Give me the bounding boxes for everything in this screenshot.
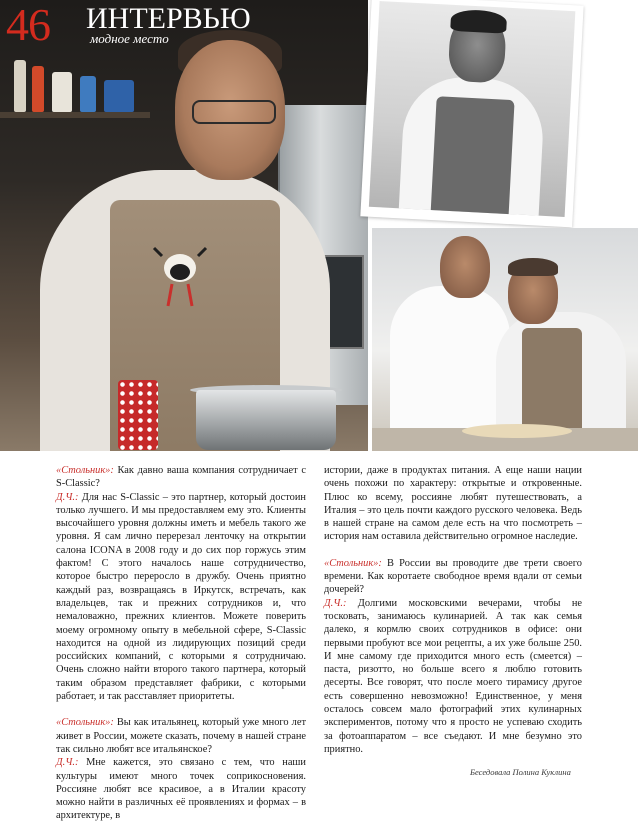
- question-3: [324, 557, 582, 597]
- bw-apron: [430, 96, 514, 217]
- kitchen-shelf: [0, 112, 150, 118]
- jar: [80, 76, 96, 112]
- page-number: 46: [6, 0, 50, 50]
- paragraph-text: В России вы проводите две трети своего времени. Как коротаете свободное время вдали от семьи дочерей?: [324, 557, 582, 596]
- chef-left-shirt: [390, 286, 510, 436]
- section-title: ИНТЕРВЬЮ: [86, 2, 251, 35]
- speaker-label: «Стольник»:: [56, 465, 114, 476]
- bw-photo: [360, 0, 583, 227]
- speaker-label: «Стольник»:: [56, 717, 114, 729]
- answer-1: [56, 491, 306, 704]
- question-2: [56, 716, 306, 756]
- right-column: [324, 464, 582, 756]
- paragraph-text: Как давно ваша компания сотрудничает с S-Classic?: [56, 465, 306, 490]
- cooking-pot: [196, 390, 336, 450]
- bw-person-hair: [450, 9, 507, 34]
- bottle: [14, 60, 26, 112]
- question-1: [56, 464, 306, 491]
- author-credit: Беседовала Полина Куклина: [470, 767, 571, 777]
- paragraph-text: Долгими московскими вечерами, чтобы не тосковать, занимаюсь кулинарией. А так как семья далеко, я кормлю своих сотрудников в офисе: они первыми пробуют все мои рецепты, а их уже больше 250. И мне самому где приходится много есть (смеется) – паста, ризотто, но больше всего я люблю готовить десерты. Все говорят, что после моего тирамису другое есть совершенно невозможно! Единственное, у меня осталось совсем мало фотографий этих кулинарных экспериментов, потому что я просто не успеваю сходить за фотоаппаратом – все съедают. И мне безумно это приятно.: [324, 597, 582, 755]
- chef-right-hair: [508, 258, 558, 276]
- answer-3: [324, 597, 582, 757]
- two-chefs-photo: [372, 228, 638, 451]
- answer-2: [56, 756, 306, 822]
- speaker-label: Д.Ч.:: [56, 491, 79, 503]
- bottle: [32, 66, 44, 112]
- chef-left-head: [440, 236, 490, 298]
- paragraph-text: истории, даже в продуктах питания. А еще наши нации очень похожи по характеру: открытые и откровенные. Плюс ко всему, россияне любят путешествовать, а Италия – это цель почти каждого русского человека. Ведь в нашей стране на самом деле есть на что посмотреть – история нам оставила действительно огромное наследие.: [324, 465, 582, 543]
- glasses: [192, 100, 276, 124]
- chef-right-apron: [522, 328, 582, 438]
- paragraph-gap: [56, 703, 306, 716]
- bw-photo-image: [369, 1, 576, 217]
- dough-plate: [462, 424, 572, 438]
- paragraph-text: Для нас S-Classic – это партнер, который достоин только лучшего. И мы предоставляем ему это. Клиенты высочайшего уровня должны иметь и мебель такого же уровня. Я сам лично перерезал ленточку на открытии салона ICONA в 2008 году и до сих пор горжусь этим фактом! С этого началось наше сотрудничество, которое быстро переросло в дружбу. Очень приятно каждый раз, возвращаясь в Иркутск, встречать, как владельцев, так и прежних сотрудников и, что немаловажно, прежних клиентов. Можете поверить моему огромному опыту в мебельной сфере, S-Classic находится на одной из лидирующих позиций среди российских компаний, с которыми я сотрудничаю. Очень сложно найти второго такого партнера, который таким образом представляет фабрики, с которыми работает, и так расставляет приоритеты.: [56, 491, 306, 703]
- main-photo: [0, 0, 368, 451]
- paragraph-text: Мне кажется, это связано с тем, что наши культуры имеют много точек соприкосновения. Россияне любят все красивое, а в Италии красоту можно найти в различных её проявлениях и формах – в архитектуре, в: [56, 757, 306, 822]
- speaker-label: Д.Ч.:: [56, 757, 79, 769]
- box: [104, 80, 134, 112]
- left-column: [56, 464, 306, 823]
- paragraph-gap: [324, 544, 582, 557]
- dotted-cup: [118, 380, 158, 450]
- jar: [52, 72, 72, 112]
- paragraph-text: Вы как итальянец, который уже много лет живет в России, можете сказать, почему в нашей стране так сильно любят все итальянское?: [56, 717, 306, 755]
- answer-2-continued: [324, 464, 582, 544]
- section-subtitle: модное место: [90, 31, 169, 46]
- speaker-label: Д.Ч.:: [324, 597, 347, 609]
- cow-print-icon: [150, 240, 210, 310]
- speaker-label: «Стольник»:: [324, 557, 382, 569]
